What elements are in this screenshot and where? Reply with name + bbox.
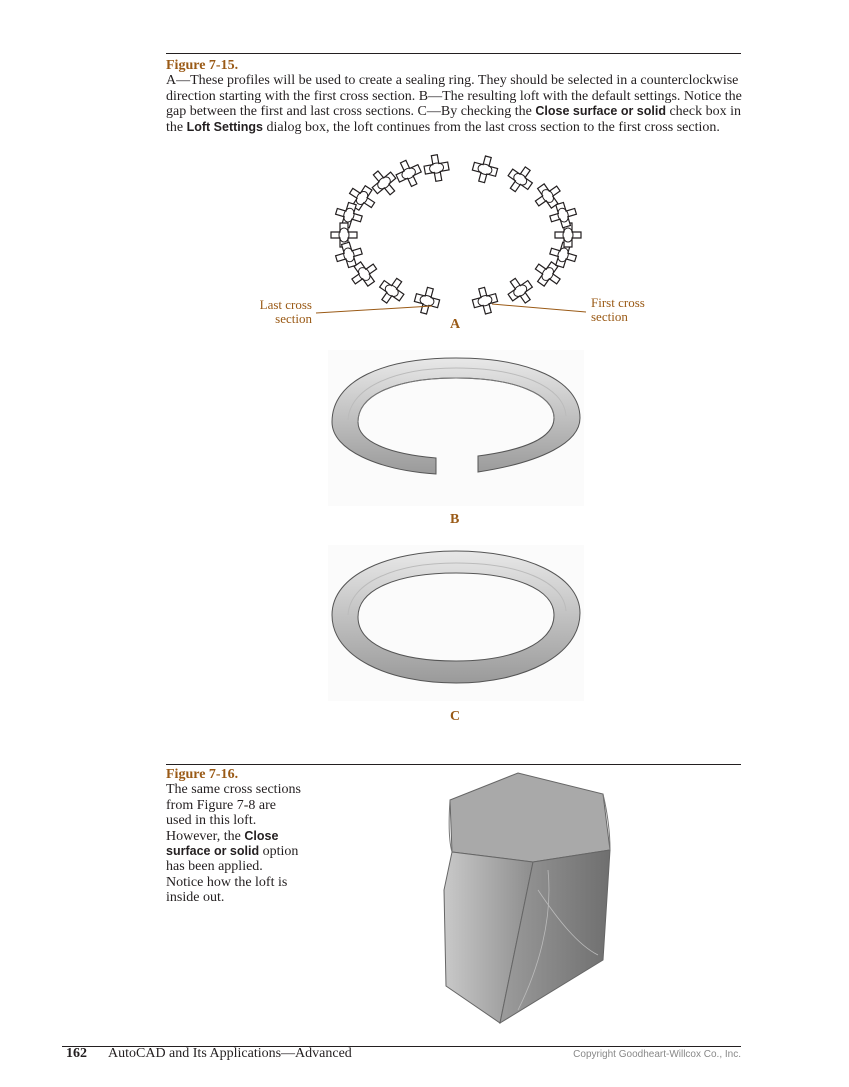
cross-section-profile [470, 285, 500, 316]
cross-section-profile [392, 157, 425, 191]
section-rule [166, 764, 741, 765]
cross-section-profile [374, 273, 409, 308]
figure-16-title: Figure 7-16. [166, 767, 239, 782]
figure-16-caption [166, 767, 301, 906]
open-loft-ring-image [328, 350, 584, 506]
leader-arrow-first [492, 304, 586, 312]
label-last-cross-section: Last cross section [259, 297, 312, 326]
cross-section-profile [412, 285, 442, 316]
caption-text: check box in the [166, 104, 741, 135]
figure-15-title: Figure 7-15. [166, 58, 239, 73]
caption-bold-option: Close surface or solid [535, 104, 666, 119]
inside-out-loft-image [438, 770, 613, 1026]
page-number: 162 [66, 1046, 87, 1061]
cross-sections-illustration [0, 0, 849, 340]
caption-text: A—These profiles will be used to create a sealing ring. They should be selected in a counterclockwise direction starting with the first cross section. B—The resulting loft with the default settings. Notice the gap between the first and last cross sections. C—By checking the [166, 73, 742, 120]
panel-label-a: A [450, 317, 461, 332]
caption-bold-option: Close surface or solid [166, 828, 279, 859]
panel-label-b: B [450, 512, 460, 527]
caption-text: option has been applied. Notice how the loft is inside out. [166, 844, 299, 906]
cross-section-profile [503, 273, 538, 308]
caption-bold-dialog: Loft Settings [186, 119, 263, 134]
cross-section-profile [366, 165, 401, 200]
panel-label-c: C [450, 709, 461, 724]
label-first-cross-section: First cross section [591, 295, 645, 324]
leader-arrow-last [316, 306, 432, 313]
copyright: Copyright Goodheart-Willcox Co., Inc. [573, 1049, 741, 1060]
cross-section-profile [503, 162, 538, 197]
caption-text: The same cross sections from Figure 7-8 are used in this loft. However, the [166, 782, 301, 844]
closed-loft-ring-image [328, 545, 584, 701]
caption-text: dialog box, the loft continues from the last cross section to the first cross section. [263, 119, 720, 135]
cross-section-profile [422, 153, 450, 183]
cross-section-profile [470, 154, 500, 185]
book-title: AutoCAD and Its Applications—Advanced [108, 1046, 352, 1061]
